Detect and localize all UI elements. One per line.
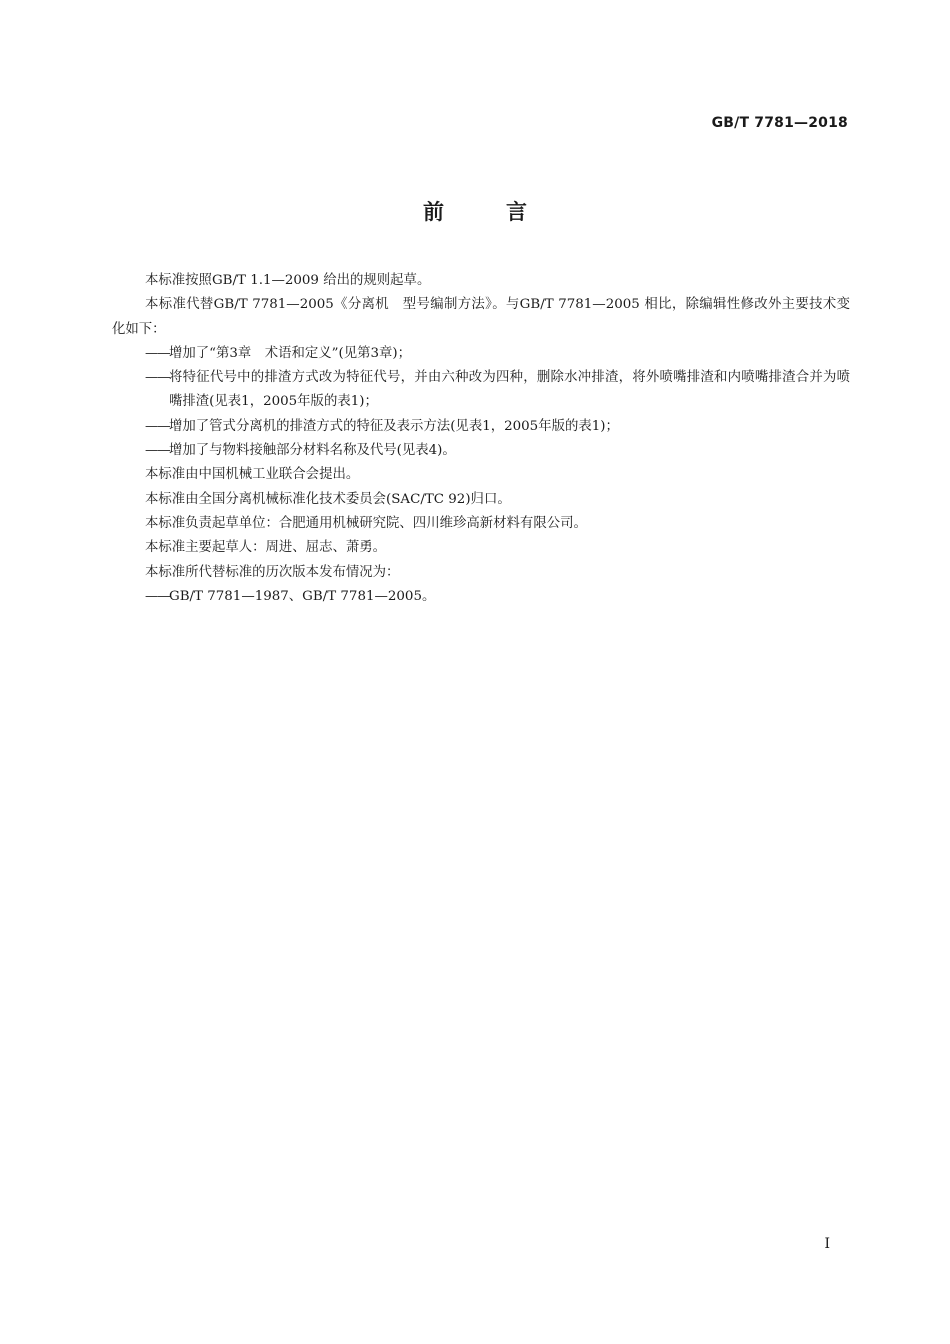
page-title [0, 196, 950, 226]
paragraph-drafting-units: 本标准负责起草单位：合肥通用机械研究院、四川维珍高新材料有限公司。 [145, 515, 587, 531]
title-char-2: 言 [506, 200, 527, 224]
page-number: I [824, 1236, 830, 1252]
paragraph-history-intro: 本标准所代替标准的历次版本发布情况为： [145, 564, 400, 580]
history-item [112, 585, 850, 609]
item-dash: —— [145, 418, 170, 434]
item-dash: —— [145, 345, 170, 361]
change-item [112, 342, 850, 366]
item-dash: —— [145, 370, 170, 386]
paragraph-drafting-rules: 本标准按照GB/T 1.1—2009 给出的规则起草。 [145, 273, 431, 288]
paragraph-drafters: 本标准主要起草人：周进、屈志、萧勇。 [145, 540, 387, 556]
standard-code: GB/T 7781—2018 [711, 115, 848, 131]
foreword-body [112, 269, 850, 609]
item-text: 增加了与物料接触部分材料名称及代号(见表4)。 [169, 443, 456, 459]
title-char-1: 前 [423, 200, 444, 224]
item-dash: —— [145, 443, 170, 459]
item-text: GB/T 7781—1987、GB/T 7781—2005。 [169, 588, 436, 604]
paragraph-proposed-by: 本标准由中国机械工业联合会提出。 [145, 467, 360, 483]
change-item [112, 366, 850, 415]
item-dash: —— [145, 588, 170, 604]
paragraph-technical-committee: 本标准由全国分离机械标准化技术委员会(SAC/TC 92)归口。 [145, 491, 511, 507]
item-text: 将特征代号中的排渣方式改为特征代号，并由六种改为四种，删除水冲排渣，将外喷嘴排渣和内喷嘴排渣合并为喷嘴排渣(见表1，2005年版的表1)； [169, 370, 850, 410]
item-text: 增加了“第3章 术语和定义”(见第3章)； [169, 345, 412, 361]
item-text: 增加了管式分离机的排渣方式的特征及表示方法(见表1，2005年版的表1)； [169, 418, 619, 434]
paragraph-replaces: 本标准代替GB/T 7781—2005《分离机 型号编制方法》。与GB/T 7781—2005 相比，除编辑性修改外主要技术变化如下： [112, 297, 850, 337]
change-item [112, 415, 850, 439]
change-item [112, 439, 850, 463]
